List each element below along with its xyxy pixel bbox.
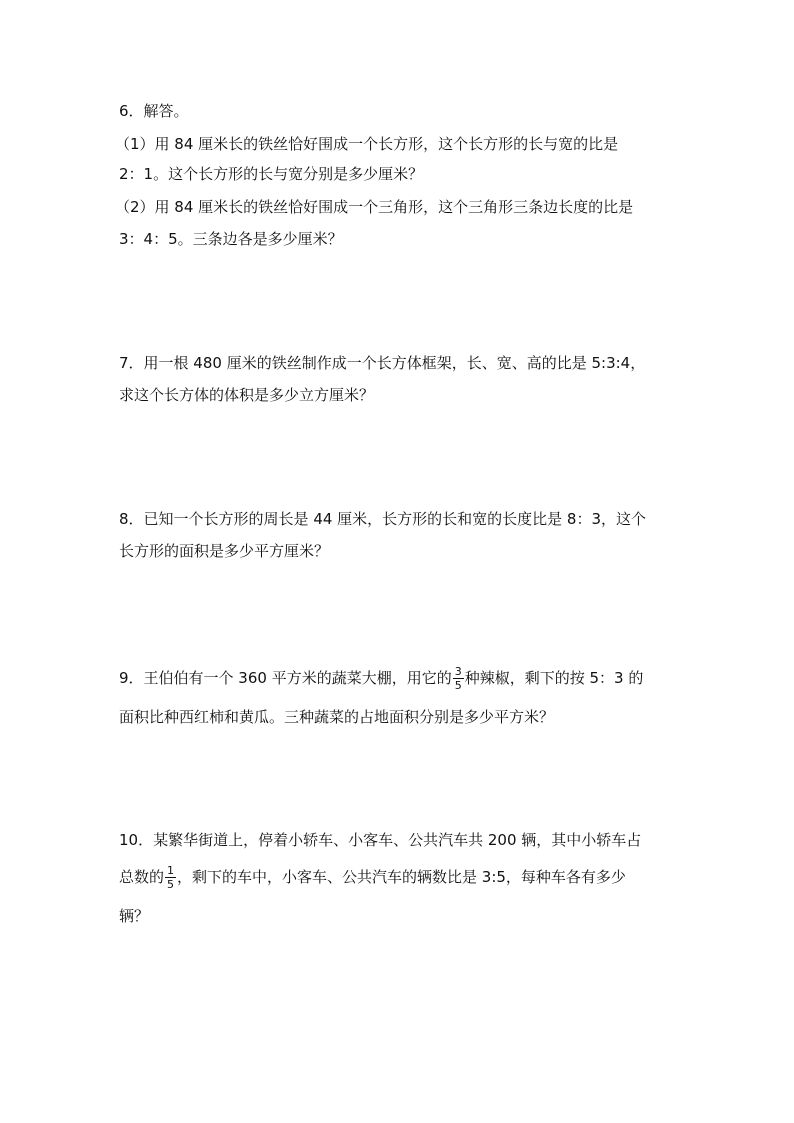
question-6-part2-line1: （2）用 84 厘米长的铁丝恰好围成一个三角形，这个三角形三条边长度的比是 [115,198,634,216]
question-7-line1: 7．用一根 480 厘米的铁丝制作成一个长方体框架，长、宽、高的比是 5:3:4， [119,354,646,372]
question-9-text-after-fraction: 种辣椒，剩下的按 5：3 的 [464,669,644,687]
question-6-title: 6．解答。 [119,102,189,120]
question-10-line2 [119,865,626,890]
fraction-three-fifths [453,666,464,691]
question-9-text-before-fraction: 9．王伯伯有一个 360 平方米的蔬菜大棚，用它的 [119,669,452,687]
fraction-denominator: 5 [167,878,175,891]
fraction-denominator: 5 [454,679,462,692]
question-8-line2: 长方形的面积是多少平方厘米？ [119,542,330,560]
question-10-text-before-fraction: 总数的 [119,868,165,886]
question-9-line2: 面积比种西红柿和黄瓜。三种蔬菜的占地面积分别是多少平方米？ [119,708,555,726]
question-10-text-after-fraction: ，剩下的车中，小客车、公共汽车的辆数比是 3:5，每种车各有多少 [177,868,626,886]
question-6-part2-line2: 3：4：5。三条边各是多少厘米？ [119,230,343,248]
question-6-part1-line2: 2：1。这个长方形的长与宽分别是多少厘米？ [119,165,424,183]
fraction-numerator: 3 [454,665,462,678]
question-7-line2: 求这个长方体的体积是多少立方厘米？ [119,386,375,404]
fraction-numerator: 1 [167,864,175,877]
question-6-part1-line1: （1）用 84 厘米长的铁丝恰好围成一个长方形，这个长方形的长与宽的比是 [115,135,619,153]
fraction-one-fifth [165,865,176,890]
question-10-line3: 辆？ [119,907,150,925]
question-8-line1: 8．已知一个长方形的周长是 44 厘米，长方形的长和宽的长度比是 8：3，这个 [119,510,647,528]
question-9-line1 [119,666,643,691]
question-10-line1: 10．某繁华街道上，停着小轿车、小客车、公共汽车共 200 辆，其中小轿车占 [119,831,642,849]
